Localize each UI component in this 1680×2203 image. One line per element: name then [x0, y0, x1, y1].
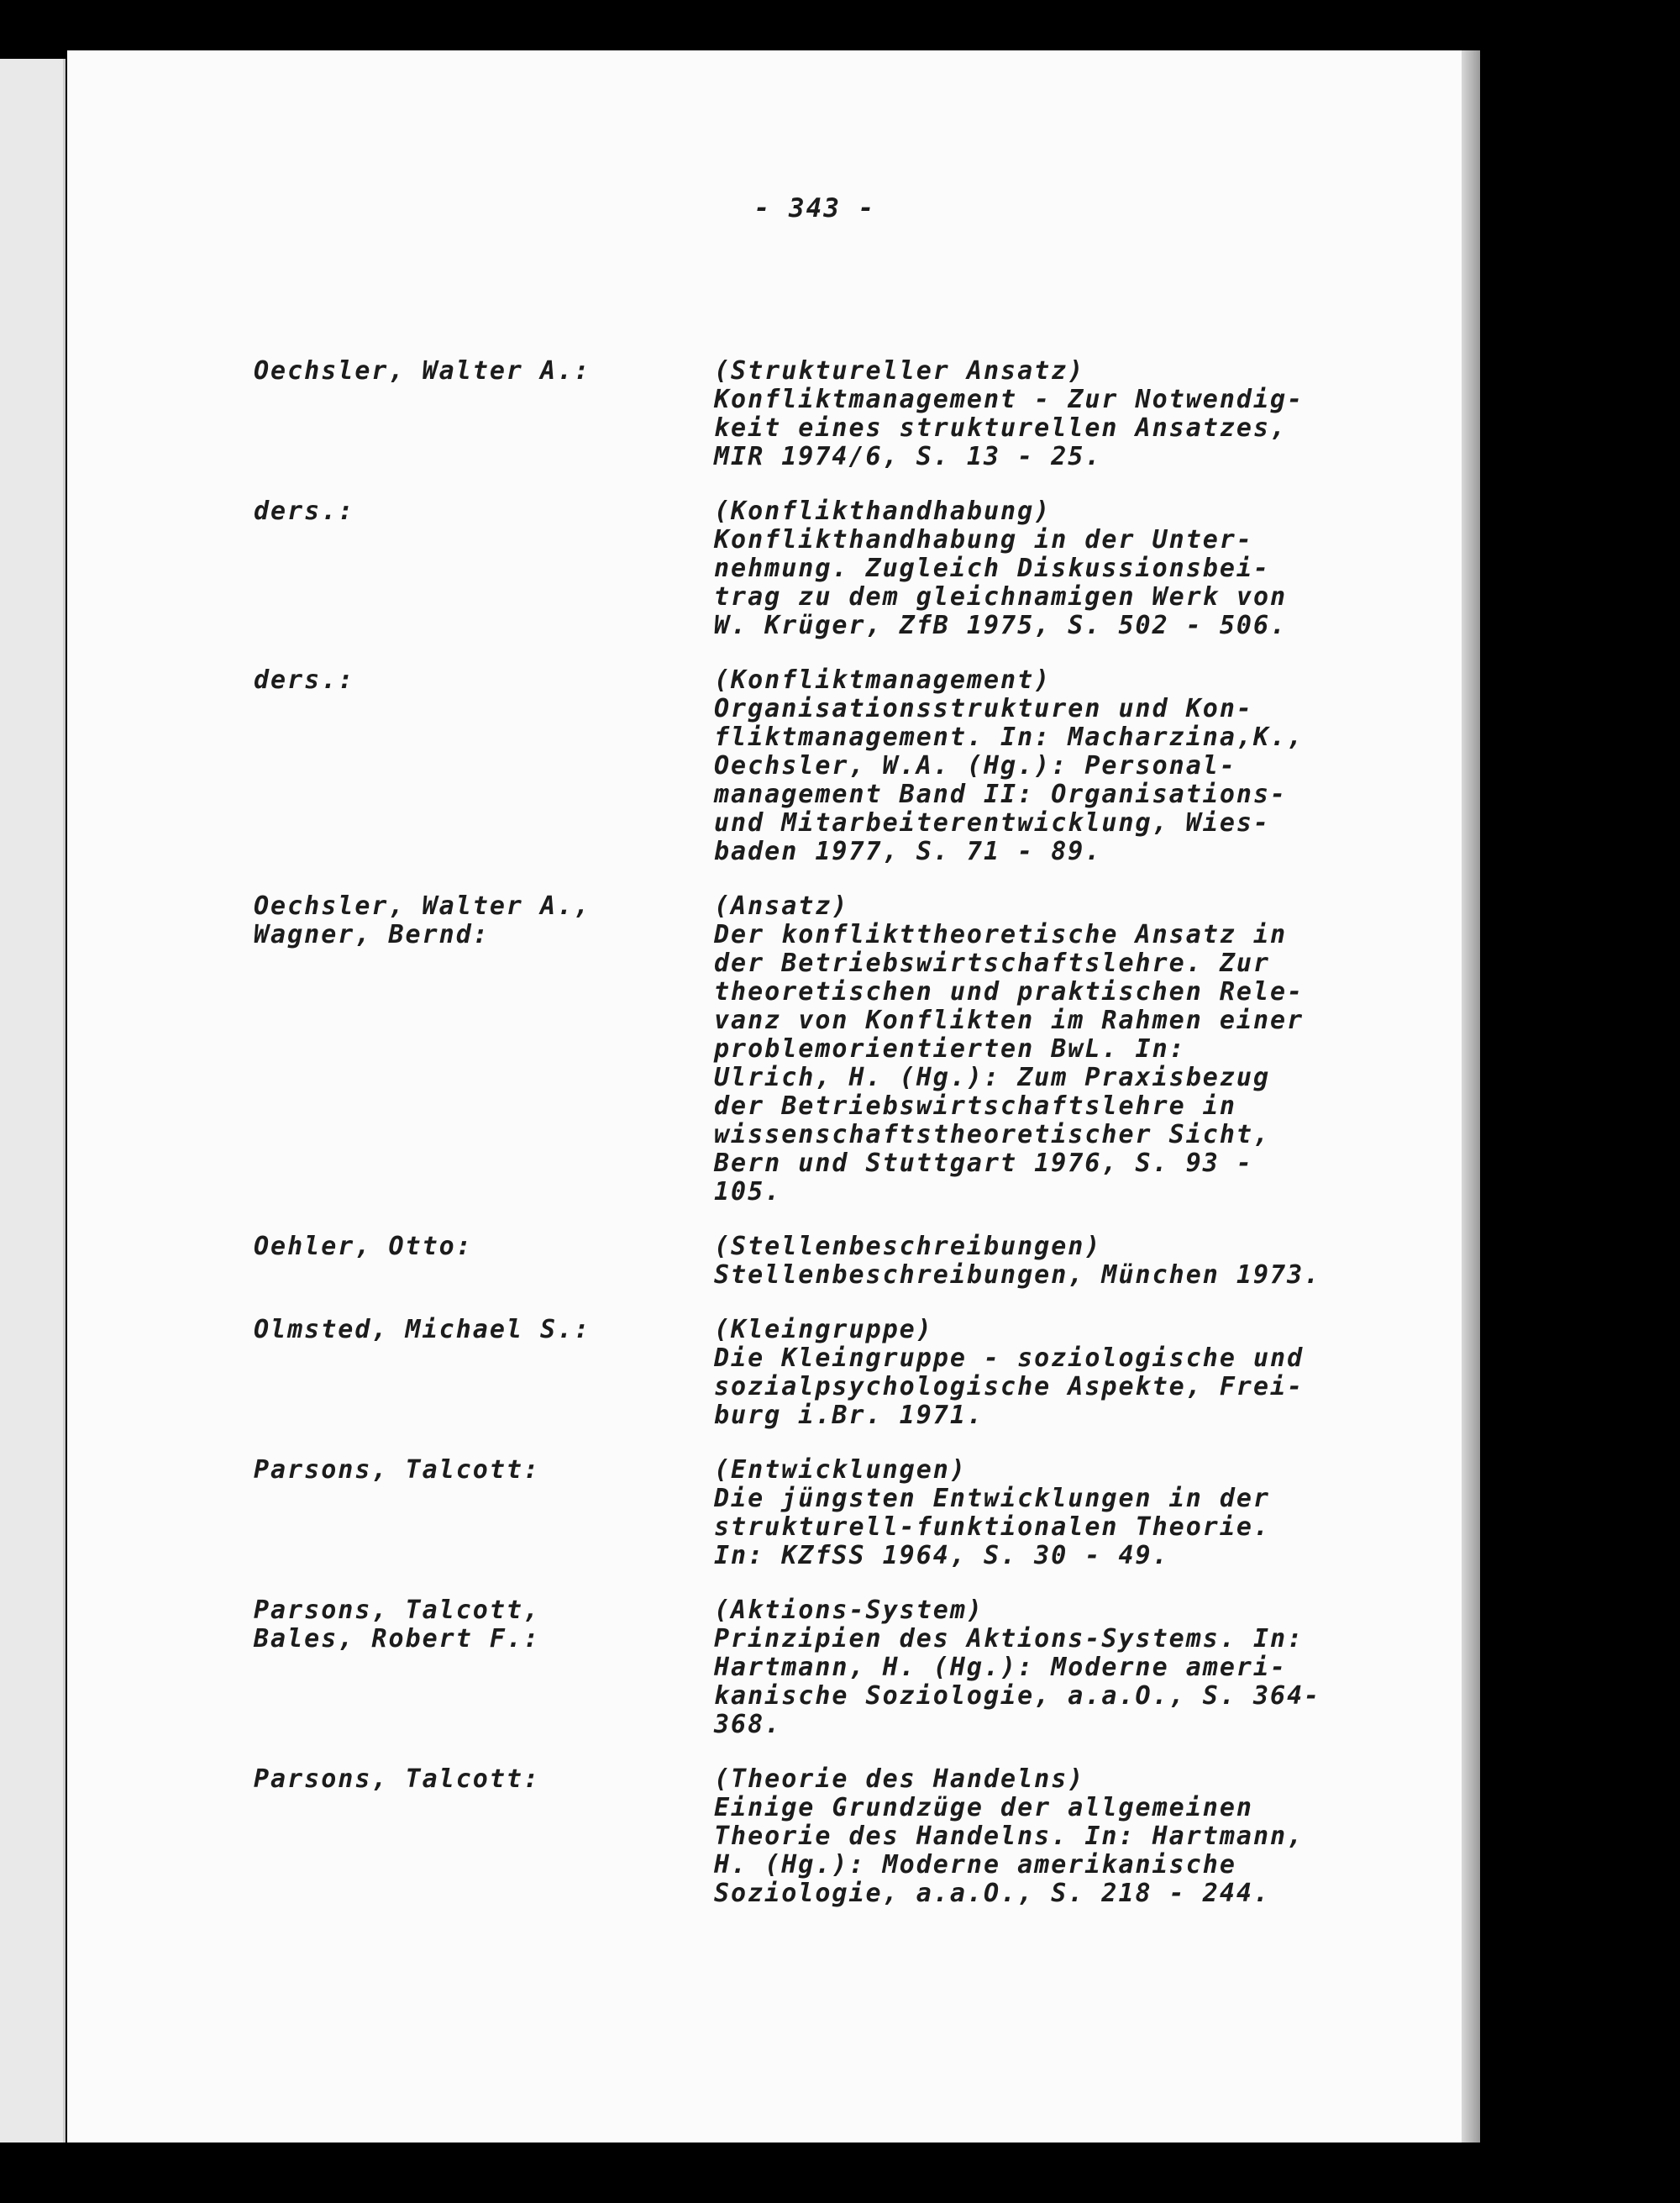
- page-number: - 343 -: [753, 193, 876, 223]
- entry-author: [254, 666, 714, 866]
- reference-line: der Betriebswirtschaftslehre in: [714, 1091, 1236, 1121]
- reference-line: theoretischen und praktischen Rele-: [714, 977, 1305, 1007]
- reference-line: Bern und Stuttgart 1976, S. 93 -: [714, 1149, 1253, 1178]
- reference-line: trag zu dem gleichnamigen Werk von: [714, 582, 1288, 612]
- author-line: Oechsler, Walter A.,: [254, 891, 591, 921]
- reference-line: und Mitarbeiterentwicklung, Wies-: [714, 808, 1271, 838]
- reference-line: kanische Soziologie, a.a.O., S. 364-: [714, 1681, 1321, 1711]
- bibliography-page: [67, 50, 1462, 2143]
- reference-line: Prinzipien des Aktions-Systems. In:: [714, 1624, 1305, 1654]
- entry-reference: [714, 1596, 1403, 1739]
- reference-line: baden 1977, S. 71 - 89.: [714, 837, 1102, 866]
- entry-author: [254, 1596, 714, 1739]
- entry-reference: [714, 1456, 1403, 1570]
- reference-line: Ulrich, H. (Hg.): Zum Praxisbezug: [714, 1063, 1271, 1092]
- reference-line: 368.: [714, 1710, 782, 1739]
- author-line: Wagner, Bernd:: [254, 920, 490, 949]
- reference-line: vanz von Konflikten im Rahmen einer: [714, 1006, 1305, 1035]
- reference-line: Organisationsstrukturen und Kon-: [714, 694, 1253, 723]
- reference-line: Einige Grundzüge der allgemeinen: [714, 1793, 1253, 1822]
- reference-keyword: (Entwicklungen): [714, 1455, 967, 1485]
- reference-line: sozialpsychologische Aspekte, Frei-: [714, 1372, 1305, 1401]
- bibliography-entry: [254, 1765, 1430, 1908]
- reference-keyword: (Aktions-System): [714, 1596, 984, 1625]
- previous-page-edge: [0, 59, 66, 2143]
- bibliography-list: [254, 357, 1430, 1934]
- author-line: ders.:: [254, 497, 355, 526]
- author-line: Oechsler, Walter A.:: [254, 356, 591, 386]
- author-line: ders.:: [254, 665, 355, 695]
- author-line: Parsons, Talcott,: [254, 1596, 541, 1625]
- reference-keyword: (Stellenbeschreibungen): [714, 1232, 1102, 1261]
- reference-keyword: (Ansatz): [714, 891, 849, 921]
- bibliography-entry: [254, 1316, 1430, 1430]
- reference-keyword: (Struktureller Ansatz): [714, 356, 1085, 386]
- bibliography-entry: [254, 357, 1430, 471]
- author-line: Oehler, Otto:: [254, 1232, 473, 1261]
- entry-author: [254, 1233, 714, 1290]
- reference-line: MIR 1974/6, S. 13 - 25.: [714, 442, 1102, 471]
- bibliography-entry: [254, 497, 1430, 640]
- reference-line: Hartmann, H. (Hg.): Moderne ameri-: [714, 1653, 1288, 1682]
- bibliography-entry: [254, 1596, 1430, 1739]
- entry-reference: [714, 1233, 1403, 1290]
- reference-keyword: (Kleingruppe): [714, 1315, 933, 1344]
- author-line: Olmsted, Michael S.:: [254, 1315, 591, 1344]
- author-line: Parsons, Talcott:: [254, 1764, 541, 1794]
- bibliography-entry: [254, 666, 1430, 866]
- reference-line: Die jüngsten Entwicklungen in der: [714, 1484, 1271, 1513]
- reference-line: der Betriebswirtschaftslehre. Zur: [714, 949, 1271, 978]
- reference-line: strukturell-funktionalen Theorie.: [714, 1512, 1271, 1542]
- bibliography-entry: [254, 1456, 1430, 1570]
- reference-line: 105.: [714, 1177, 782, 1207]
- reference-keyword: (Konflikthandhabung): [714, 497, 1052, 526]
- reference-line: Der konflikttheoretische Ansatz in: [714, 920, 1288, 949]
- entry-author: [254, 1316, 714, 1430]
- entry-reference: [714, 1765, 1403, 1908]
- bibliography-entry: [254, 1233, 1430, 1290]
- entry-reference: [714, 1316, 1403, 1430]
- reference-line: nehmung. Zugleich Diskussionsbei-: [714, 554, 1271, 583]
- reference-line: fliktmanagement. In: Macharzina,K.,: [714, 723, 1305, 752]
- reference-line: burg i.Br. 1971.: [714, 1401, 984, 1430]
- reference-line: Konflikthandhabung in der Unter-: [714, 525, 1253, 555]
- reference-line: In: KZfSS 1964, S. 30 - 49.: [714, 1541, 1169, 1570]
- entry-author: [254, 357, 714, 471]
- reference-keyword: (Konfliktmanagement): [714, 665, 1052, 695]
- reference-line: problemorientierten BwL. In:: [714, 1034, 1186, 1064]
- reference-line: Theorie des Handelns. In: Hartmann,: [714, 1822, 1305, 1851]
- reference-line: W. Krüger, ZfB 1975, S. 502 - 506.: [714, 611, 1288, 640]
- entry-author: [254, 497, 714, 640]
- page-binding-edge: [1462, 50, 1480, 2143]
- entry-author: [254, 1456, 714, 1570]
- entry-reference: [714, 497, 1403, 640]
- entry-reference: [714, 357, 1403, 471]
- entry-author: [254, 892, 714, 1207]
- entry-reference: [714, 666, 1403, 866]
- bibliography-entry: [254, 892, 1430, 1207]
- reference-line: wissenschaftstheoretischer Sicht,: [714, 1120, 1271, 1149]
- reference-line: Konfliktmanagement - Zur Notwendig-: [714, 385, 1305, 414]
- reference-line: H. (Hg.): Moderne amerikanische: [714, 1850, 1236, 1880]
- reference-line: keit eines strukturellen Ansatzes,: [714, 413, 1288, 443]
- author-line: Bales, Robert F.:: [254, 1624, 541, 1654]
- author-line: Parsons, Talcott:: [254, 1455, 541, 1485]
- reference-line: Stellenbeschreibungen, München 1973.: [714, 1260, 1321, 1290]
- reference-line: Soziologie, a.a.O., S. 218 - 244.: [714, 1879, 1271, 1908]
- reference-line: management Band II: Organisations-: [714, 780, 1288, 809]
- reference-line: Oechsler, W.A. (Hg.): Personal-: [714, 751, 1236, 781]
- reference-keyword: (Theorie des Handelns): [714, 1764, 1085, 1794]
- entry-author: [254, 1765, 714, 1908]
- entry-reference: [714, 892, 1403, 1207]
- reference-line: Die Kleingruppe - soziologische und: [714, 1343, 1305, 1373]
